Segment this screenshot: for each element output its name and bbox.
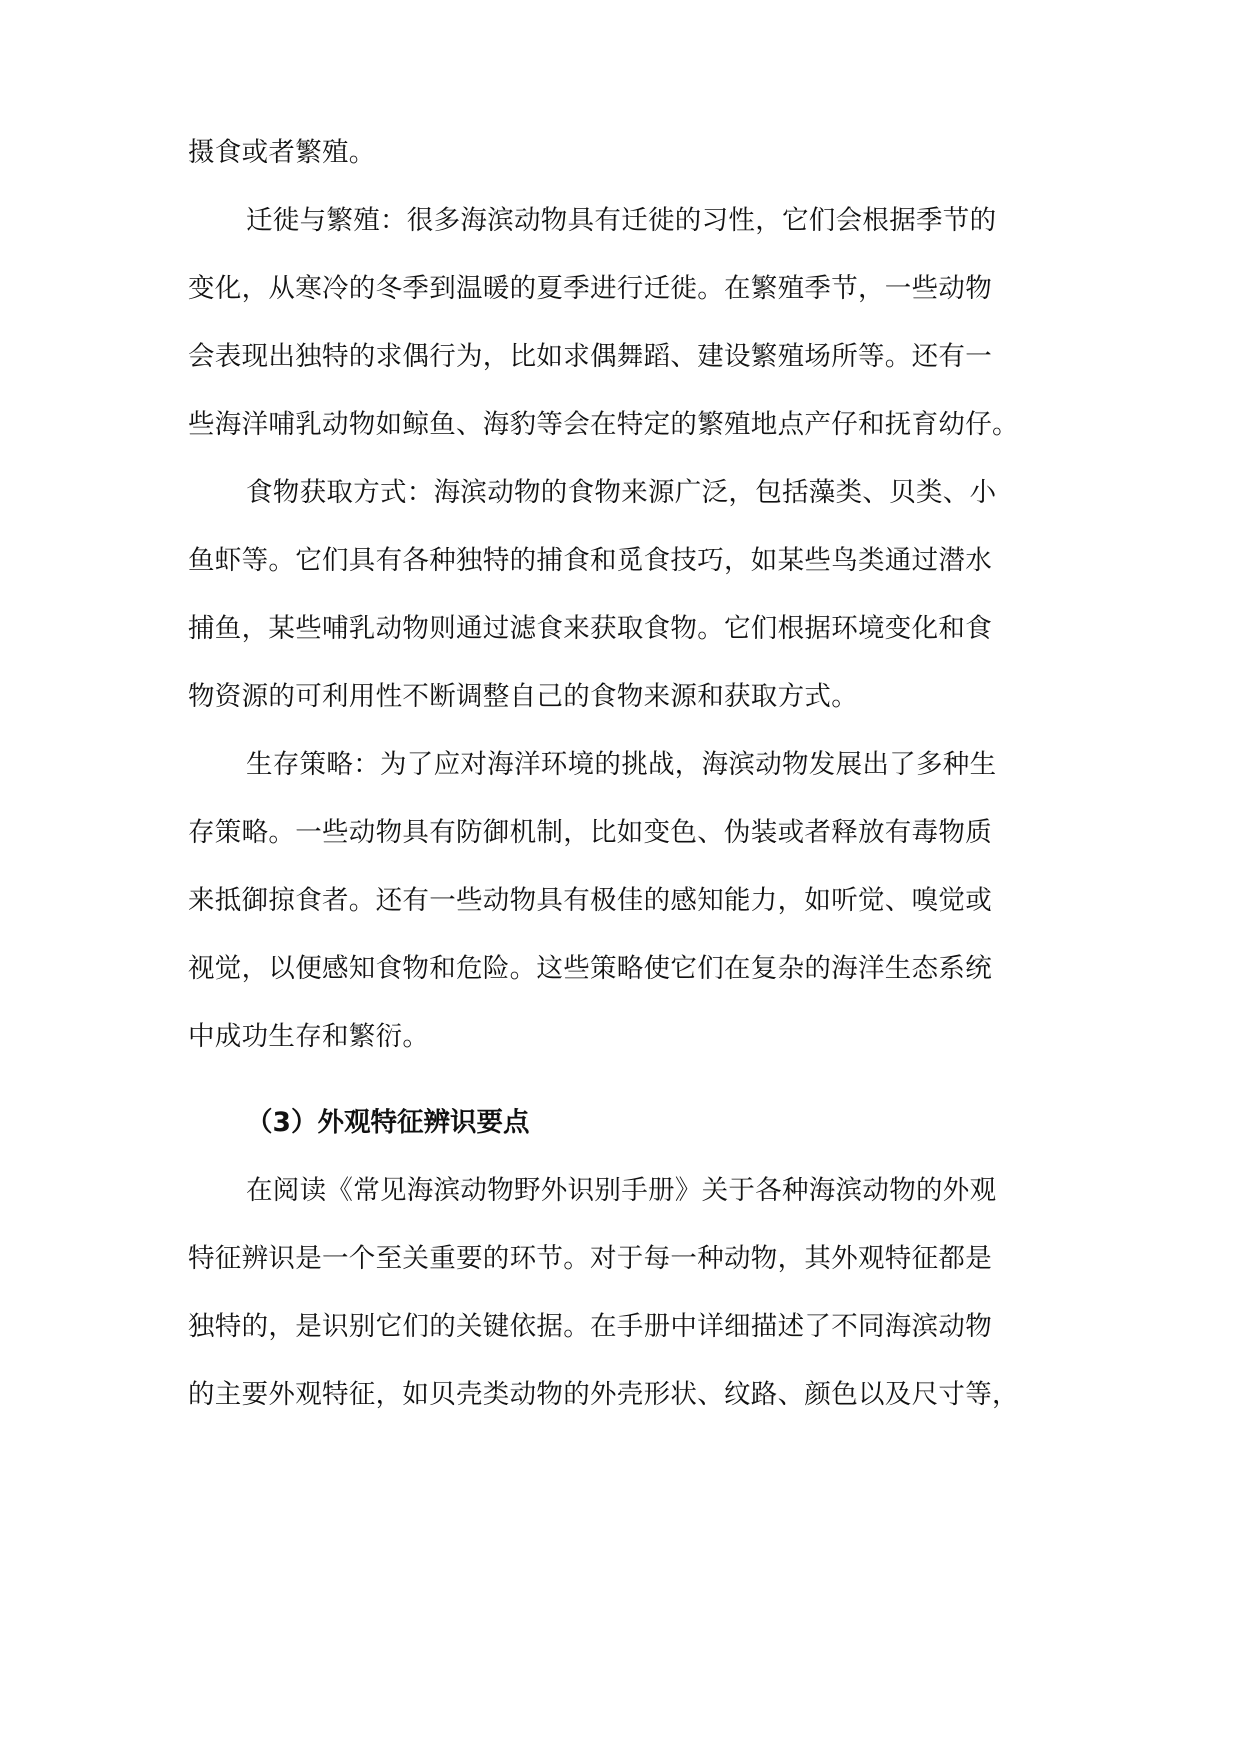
paragraph-first-line: 迁徙与繁殖：很多海滨动物具有迁徙的习性，它们会根据季节的: [246, 205, 997, 236]
text-line: 变化，从寒冷的冬季到温暖的夏季进行迁徙。在繁殖季节，一些动物: [188, 273, 992, 304]
text-line: 中成功生存和繁衍。: [188, 1021, 430, 1052]
paragraph-first-line: 食物获取方式：海滨动物的食物来源广泛，包括藻类、贝类、小: [246, 477, 997, 508]
text-line: 独特的，是识别它们的关键依据。在手册中详细描述了不同海滨动物: [188, 1311, 992, 1342]
text-line: 会表现出独特的求偶行为，比如求偶舞蹈、建设繁殖场所等。还有一: [188, 341, 992, 372]
paragraph-first-line: 在阅读《常见海滨动物野外识别手册》关于各种海滨动物的外观: [246, 1175, 997, 1206]
text-line: 特征辨识是一个至关重要的环节。对于每一种动物，其外观特征都是: [188, 1243, 992, 1274]
paragraph-first-line: 生存策略：为了应对海洋环境的挑战，海滨动物发展出了多种生: [246, 749, 997, 780]
text-line: 捕鱼，某些哺乳动物则通过滤食来获取食物。它们根据环境变化和食: [188, 613, 992, 644]
text-line: 来抵御掠食者。还有一些动物具有极佳的感知能力，如听觉、嗅觉或: [188, 885, 992, 916]
text-line: 存策略。一些动物具有防御机制，比如变色、伪装或者释放有毒物质: [188, 817, 992, 848]
text-line: 的主要外观特征，如贝壳类动物的外壳形状、纹路、颜色以及尺寸等，: [188, 1379, 1019, 1410]
text-line: 鱼虾等。它们具有各种独特的捕食和觅食技巧，如某些鸟类通过潜水: [188, 545, 992, 576]
text-line: 些海洋哺乳动物如鲸鱼、海豹等会在特定的繁殖地点产仔和抚育幼仔。: [188, 409, 1019, 440]
text-line: 摄食或者繁殖。: [188, 137, 376, 168]
text-line: 视觉，以便感知食物和危险。这些策略使它们在复杂的海洋生态系统: [188, 953, 992, 984]
text-line: 物资源的可利用性不断调整自己的食物来源和获取方式。: [188, 681, 858, 712]
section-heading: （3）外观特征辨识要点: [246, 1107, 530, 1138]
